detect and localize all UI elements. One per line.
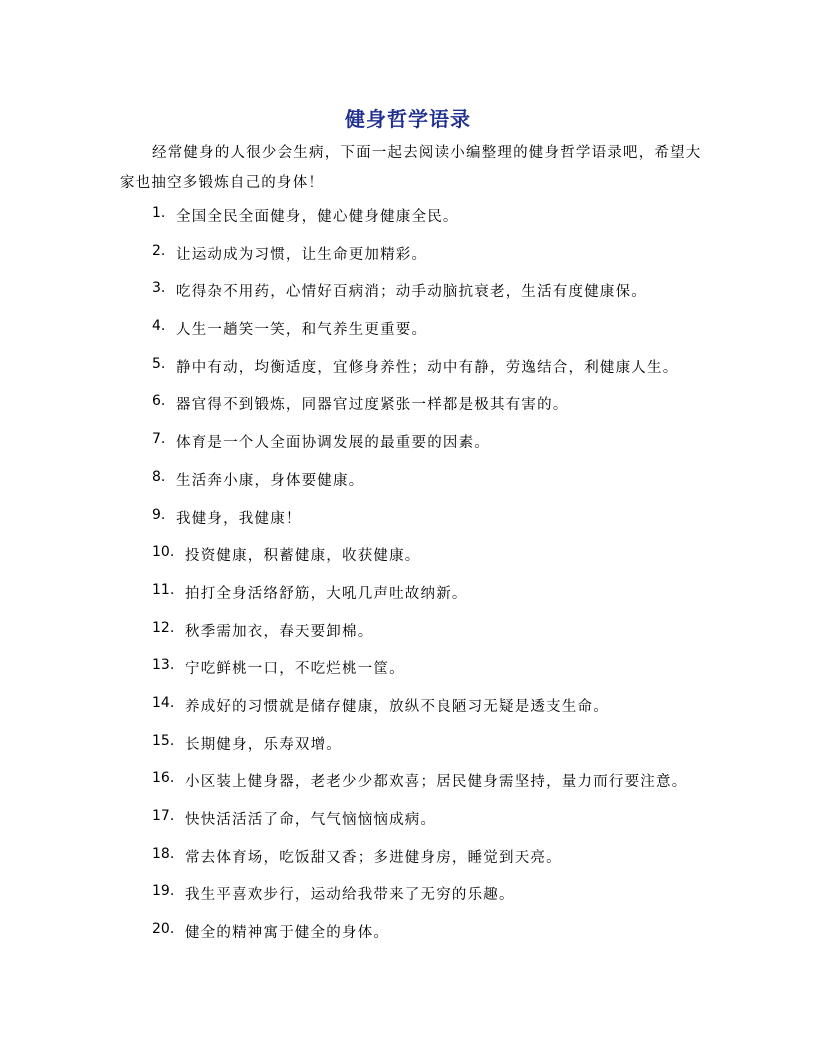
list-item	[152, 431, 687, 469]
list-item	[152, 393, 687, 431]
intro-paragraph: 经常健身的人很少会生病，下面一起去阅读小编整理的健身哲学语录吧，希望大家也抽空多锻炼自己的身体！	[120, 145, 702, 191]
list-item	[152, 883, 687, 921]
item-text: 体育是一个人全面协调发展的最重要的因素。	[176, 435, 490, 452]
item-number: 18.	[152, 845, 175, 862]
item-number: 16.	[152, 770, 175, 787]
item-text: 全国全民全面健身，健心健身健康全民。	[176, 209, 459, 225]
item-number: 15.	[152, 732, 175, 749]
item-number: 11.	[152, 581, 175, 598]
item-text: 宁吃鲜桃一口，不吃烂桃一筐。	[185, 661, 405, 678]
item-text: 养成好的习惯就是储存健康，放纵不良陋习无疑是透支生命。	[185, 698, 609, 715]
list-item	[152, 356, 687, 394]
list-item	[152, 808, 687, 846]
item-number: 20.	[152, 921, 175, 938]
item-number: 5.	[152, 355, 166, 372]
list-item	[152, 695, 687, 733]
item-text: 生活奔小康，身体要健康。	[176, 472, 365, 489]
item-number: 9.	[152, 506, 166, 523]
list-item	[152, 469, 687, 507]
list-item	[152, 582, 687, 620]
list-item	[152, 205, 687, 243]
list-item	[152, 507, 687, 545]
list-item	[152, 657, 687, 695]
item-number: 13.	[152, 657, 175, 674]
list-item	[152, 620, 687, 658]
item-text: 投资健康，积蓄健康，收获健康。	[185, 548, 421, 565]
item-text: 秋季需加衣，春天要卸棉。	[185, 623, 374, 640]
item-number: 12.	[152, 619, 175, 636]
list-item	[152, 921, 687, 959]
document-title: 健身哲学语录	[345, 107, 471, 131]
item-text: 快快活活活了命，气气恼恼恼成病。	[185, 812, 437, 828]
item-text: 拍打全身活络舒筋，大吼几声吐故纳新。	[185, 585, 468, 602]
item-text: 常去体育场，吃饭甜又香；多进健身房，睡觉到天亮。	[185, 849, 562, 866]
item-number: 17.	[152, 808, 175, 824]
item-number: 1.	[152, 205, 166, 221]
item-text: 人生一趟笑一笑，和气养生更重要。	[176, 322, 428, 339]
item-number: 6.	[152, 393, 166, 410]
list-item	[152, 280, 687, 318]
item-text: 静中有动，均衡适度，宜修身养性；动中有静，劳逸结合，利健康人生。	[176, 359, 679, 376]
list-item	[152, 243, 687, 281]
list-item	[152, 733, 687, 771]
item-number: 4.	[152, 318, 166, 335]
item-number: 7.	[152, 431, 166, 448]
quote-list	[152, 205, 687, 959]
item-text: 吃得杂不用药，心情好百病消；动手动脑抗衰老，生活有度健康保。	[176, 284, 647, 301]
list-item	[152, 846, 687, 884]
item-text: 健全的精神寓于健全的身体。	[185, 925, 390, 942]
item-text: 小区装上健身器，老老少少都欢喜；居民健身需坚持，量力而行要注意。	[185, 774, 688, 791]
item-number: 8.	[152, 468, 166, 485]
list-item	[152, 318, 687, 356]
item-number: 2.	[152, 242, 166, 259]
item-text: 我健身，我健康！	[176, 510, 302, 527]
item-number: 19.	[152, 883, 175, 900]
item-text: 让运动成为习惯，让生命更加精彩。	[176, 246, 428, 263]
item-text: 长期健身，乐寿双增。	[185, 736, 342, 753]
list-item	[152, 544, 687, 582]
item-number: 3.	[152, 280, 166, 297]
item-number: 14.	[152, 694, 175, 711]
item-text: 我生平喜欢步行，运动给我带来了无穷的乐趣。	[185, 887, 515, 904]
list-item	[152, 770, 687, 808]
item-text: 器官得不到锻炼，同器官过度紧张一样都是极其有害的。	[176, 397, 569, 414]
item-number: 10.	[152, 544, 175, 561]
